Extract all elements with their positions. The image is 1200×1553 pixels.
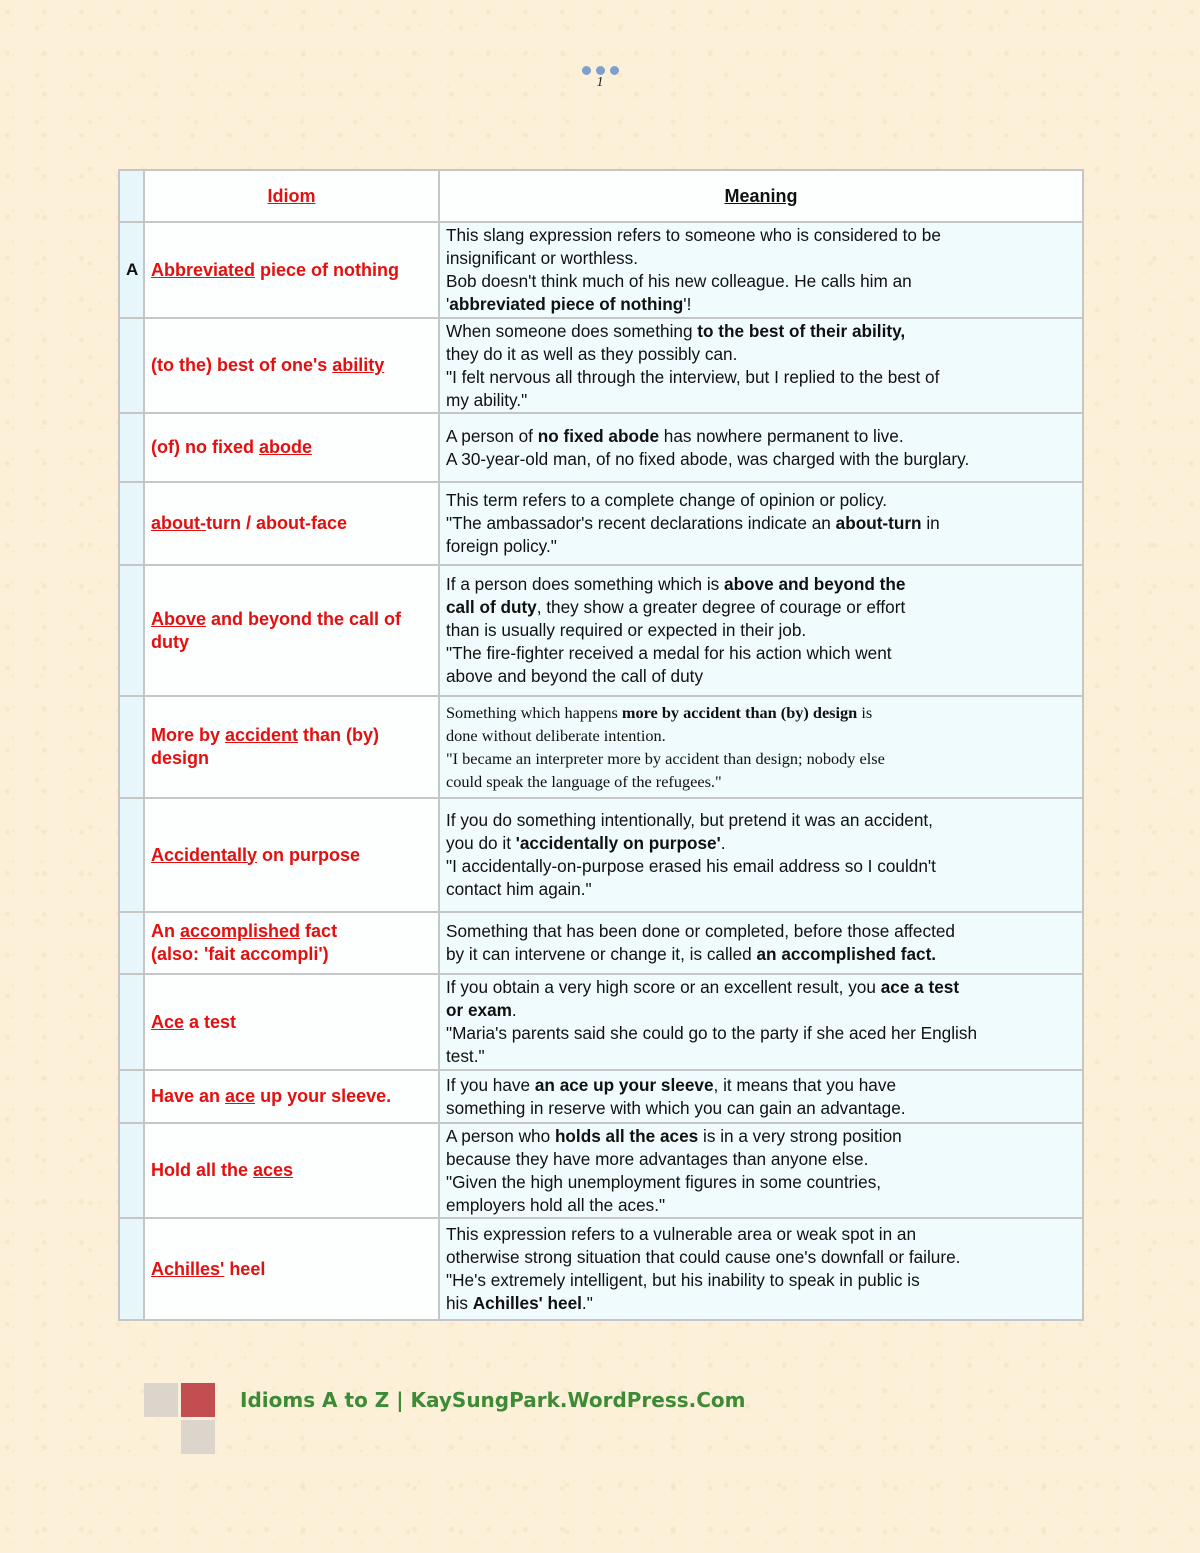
idiom-text: accomplished (180, 921, 301, 941)
meaning-bold-text: more by accident than (by) design (621, 703, 858, 722)
meaning-text: above and beyond the call of duty (446, 666, 704, 686)
meaning-text: Bob doesn't think much of his new colleague. He calls him an (446, 271, 912, 291)
idiom-cell (144, 413, 439, 482)
meaning-text: "Given the high unemployment figures in some countries, (446, 1171, 882, 1192)
table-row (119, 1218, 1083, 1320)
meaning-cell (439, 1070, 1083, 1123)
idioms-table (118, 169, 1084, 1321)
footer-square-decoration (144, 1383, 178, 1417)
letter-header (119, 170, 144, 222)
meaning-bold-text: abbreviated piece of nothing (449, 294, 684, 314)
meaning-cell (439, 318, 1083, 413)
meaning-text: foreign policy." (446, 536, 557, 556)
idiom-text: Abbreviated (151, 259, 256, 280)
row-letter (119, 1070, 144, 1123)
meaning-line (446, 596, 1076, 619)
meaning-line (446, 747, 1076, 770)
footer-square-decoration (181, 1420, 215, 1454)
meaning-bold-text: to the best of their ability, (697, 320, 906, 341)
idiom-cell (144, 318, 439, 413)
idiom-text: Ace (151, 1011, 185, 1032)
idiom-text: on purpose (257, 844, 361, 865)
meaning-line (446, 976, 1076, 999)
table-row (119, 798, 1083, 912)
idiom-text: An (151, 921, 180, 941)
meaning-line (446, 1097, 1076, 1120)
meaning-text: otherwise strong situation that could cause one's downfall or failure. (446, 1247, 961, 1267)
idiom-text: More by (151, 725, 226, 745)
meaning-text: "I became an interpreter more by accident than design; nobody else (446, 749, 885, 768)
meaning-line (446, 1269, 1076, 1292)
meaning-line (446, 999, 1076, 1022)
row-letter (119, 318, 144, 413)
meaning-bold-text: 'accidentally on purpose' (515, 833, 721, 853)
idiom-cell (144, 974, 439, 1070)
idiom-cell (144, 482, 439, 565)
meaning-text: "I felt nervous all through the interview, but I replied to the best of (446, 366, 940, 387)
meaning-line (446, 343, 1076, 366)
meaning-line (446, 665, 1076, 688)
meaning-line (446, 1125, 1076, 1148)
row-letter: A (119, 222, 144, 318)
meaning-text: . (511, 1000, 517, 1020)
meaning-text: my ability." (446, 389, 528, 410)
table-row (119, 565, 1083, 696)
idiom-cell (144, 912, 439, 974)
row-letter (119, 565, 144, 696)
row-letter (119, 798, 144, 912)
meaning-text: This term refers to a complete change of opinion or policy. (446, 490, 888, 510)
table-row (119, 318, 1083, 413)
meaning-line (446, 1074, 1076, 1097)
meaning-text: This expression refers to a vulnerable area or weak spot in an (446, 1224, 917, 1244)
row-letter (119, 912, 144, 974)
idiom-alternate: (also: 'fait accompli') (151, 944, 329, 964)
row-letter (119, 696, 144, 798)
meaning-text: is (857, 703, 873, 722)
meaning-bold-text: about-turn (835, 513, 922, 533)
meaning-text: has nowhere permanent to live. (659, 425, 904, 446)
meaning-line (446, 1148, 1076, 1171)
idiom-text: ability (332, 355, 385, 375)
meaning-text: contact him again." (446, 879, 592, 899)
meaning-text: A person of (446, 425, 538, 446)
meaning-text: something in reserve with which you can gain an advantage. (446, 1097, 906, 1118)
meaning-line (446, 489, 1076, 512)
meaning-text: , it means that you have (713, 1074, 896, 1095)
meaning-line (446, 1292, 1076, 1315)
row-letter (119, 1218, 144, 1320)
table-row (119, 912, 1083, 974)
table-row (119, 696, 1083, 798)
table-row (119, 974, 1083, 1070)
meaning-line (446, 809, 1076, 832)
meaning-text: . (720, 833, 726, 853)
idiom-text: Accidentally (151, 844, 258, 865)
meaning-line (446, 1022, 1076, 1045)
meaning-line (446, 448, 1076, 471)
meaning-cell (439, 1218, 1083, 1320)
meaning-line (446, 425, 1076, 448)
meaning-text: employers hold all the aces." (446, 1194, 666, 1215)
meaning-bold-text: call of duty (446, 597, 537, 617)
idiom-cell (144, 565, 439, 696)
idiom-text: and beyond the call of duty (151, 608, 402, 652)
idiom-cell (144, 1123, 439, 1218)
meaning-bold-text: holds all the aces (554, 1125, 699, 1146)
meaning-line (446, 878, 1076, 901)
meaning-column-header: Meaning (439, 170, 1083, 222)
meaning-line (446, 512, 1076, 535)
meaning-cell (439, 798, 1083, 912)
meaning-line (446, 224, 1076, 247)
meaning-cell (439, 912, 1083, 974)
meaning-bold-text: Achilles' heel (472, 1293, 582, 1313)
idiom-text: turn / about-face (205, 513, 347, 533)
idiom-cell (144, 798, 439, 912)
idiom-text: heel (224, 1258, 266, 1279)
meaning-bold-text: above and beyond the (724, 574, 906, 594)
meaning-text: is in a very strong position (698, 1125, 902, 1146)
idiom-text: a test (184, 1011, 237, 1032)
meaning-text: in (921, 513, 940, 533)
meaning-text: When someone does something (446, 320, 698, 341)
meaning-text: because they have more advantages than anyone else. (446, 1148, 869, 1169)
meaning-line (446, 832, 1076, 855)
header-dots-icon (0, 66, 1200, 75)
meaning-line (446, 270, 1076, 293)
idiom-text: Hold all the (151, 1160, 254, 1180)
meaning-text: his (446, 1293, 473, 1313)
meaning-text: "Maria's parents said she could go to the party if she aced her English (446, 1023, 978, 1043)
meaning-line (446, 535, 1076, 558)
idiom-text: Above (151, 608, 207, 629)
meaning-text: Something that has been done or completed, before those affected (446, 921, 955, 941)
meaning-text: This slang expression refers to someone who is considered to be (446, 225, 941, 245)
meaning-line (446, 293, 1076, 316)
idiom-text: Achilles' (151, 1258, 225, 1279)
idiom-text: than (by) design (151, 725, 380, 768)
table-row (119, 222, 1083, 318)
meaning-line (446, 1045, 1076, 1068)
meaning-text: If a person does something which is (446, 574, 725, 594)
meaning-text: If you do something intentionally, but pretend it was an accident, (446, 810, 933, 830)
idiom-text: Have an (151, 1086, 226, 1106)
meaning-bold-text: no fixed abode (537, 425, 660, 446)
meaning-text: Something which happens (446, 703, 622, 722)
meaning-text: you do it (446, 833, 516, 853)
idiom-text: (to the) best of one's (151, 355, 333, 375)
footer-square-decoration (181, 1383, 215, 1417)
idiom-cell (144, 1070, 439, 1123)
footer-text: Idioms A to Z | KaySungPark.WordPress.Com (240, 1388, 746, 1412)
page-number: 1 (596, 75, 604, 90)
table-row (119, 413, 1083, 482)
idiom-text: abode (258, 437, 312, 457)
meaning-text: ' (446, 294, 450, 314)
meaning-bold-text: ace a test (880, 977, 960, 997)
meaning-text: A 30-year-old man, of no fixed abode, was charged with the burglary. (446, 448, 970, 469)
meaning-cell (439, 222, 1083, 318)
meaning-text: ." (581, 1293, 593, 1313)
row-letter (119, 482, 144, 565)
table-header-row (119, 170, 1083, 222)
meaning-line (446, 724, 1076, 747)
meaning-text: "He's extremely intelligent, but his inability to speak in public is (446, 1270, 920, 1290)
meaning-line (446, 855, 1076, 878)
meaning-bold-text: an ace up your sleeve (534, 1074, 714, 1095)
idiom-text: (of) no fixed (151, 437, 259, 457)
meaning-line (446, 366, 1076, 389)
meaning-text: A person who (446, 1125, 555, 1146)
meaning-text: '! (683, 294, 692, 314)
meaning-line (446, 1223, 1076, 1246)
idiom-text: fact (300, 921, 338, 941)
meaning-bold-text: or exam (446, 1000, 512, 1020)
meaning-line (446, 320, 1076, 343)
meaning-text: than is usually required or expected in their job. (446, 620, 807, 640)
meaning-text: done without deliberate intention. (446, 726, 666, 745)
idiom-text: accident (225, 725, 299, 745)
meaning-text: , they show a greater degree of courage or effort (536, 597, 906, 617)
table-row (119, 1070, 1083, 1123)
meaning-text: they do it as well as they possibly can. (446, 343, 738, 364)
meaning-line (446, 1246, 1076, 1269)
meaning-bold-text: an accomplished fact. (756, 944, 937, 964)
meaning-cell (439, 565, 1083, 696)
meaning-cell (439, 413, 1083, 482)
idiom-cell (144, 696, 439, 798)
meaning-line (446, 943, 1076, 966)
idiom-cell (144, 1218, 439, 1320)
meaning-cell (439, 482, 1083, 565)
meaning-text: by it can intervene or change it, is called (446, 944, 757, 964)
page-footer (0, 1380, 1200, 1460)
idiom-text: aces (253, 1160, 294, 1180)
idiom-text: up your sleeve. (255, 1086, 392, 1106)
table-row (119, 1123, 1083, 1218)
meaning-text: If you obtain a very high score or an excellent result, you (446, 977, 881, 997)
meaning-cell (439, 974, 1083, 1070)
meaning-line (446, 701, 1076, 724)
meaning-line (446, 1171, 1076, 1194)
meaning-line (446, 920, 1076, 943)
meaning-text: "The ambassador's recent declarations indicate an (446, 513, 836, 533)
idiom-text: about- (151, 513, 206, 533)
meaning-text: insignificant or worthless. (446, 248, 639, 268)
meaning-line (446, 389, 1076, 412)
page-header (0, 66, 1200, 91)
meaning-text: If you have (446, 1074, 535, 1095)
meaning-text: test." (446, 1046, 485, 1066)
meaning-cell (439, 1123, 1083, 1218)
table-row (119, 482, 1083, 565)
row-letter (119, 1123, 144, 1218)
meaning-line (446, 642, 1076, 665)
idiom-column-header: Idiom (144, 170, 439, 222)
meaning-line (446, 247, 1076, 270)
idiom-text: ace (225, 1086, 256, 1106)
meaning-line (446, 770, 1076, 793)
idiom-cell (144, 222, 439, 318)
meaning-line (446, 1194, 1076, 1217)
meaning-text: "The fire-fighter received a medal for his action which went (446, 643, 892, 663)
meaning-line (446, 619, 1076, 642)
idiom-text: piece of nothing (255, 259, 400, 280)
meaning-cell (439, 696, 1083, 798)
meaning-text: could speak the language of the refugees." (446, 772, 722, 791)
row-letter (119, 974, 144, 1070)
meaning-text: "I accidentally-on-purpose erased his email address so I couldn't (446, 856, 936, 876)
meaning-line (446, 573, 1076, 596)
row-letter (119, 413, 144, 482)
